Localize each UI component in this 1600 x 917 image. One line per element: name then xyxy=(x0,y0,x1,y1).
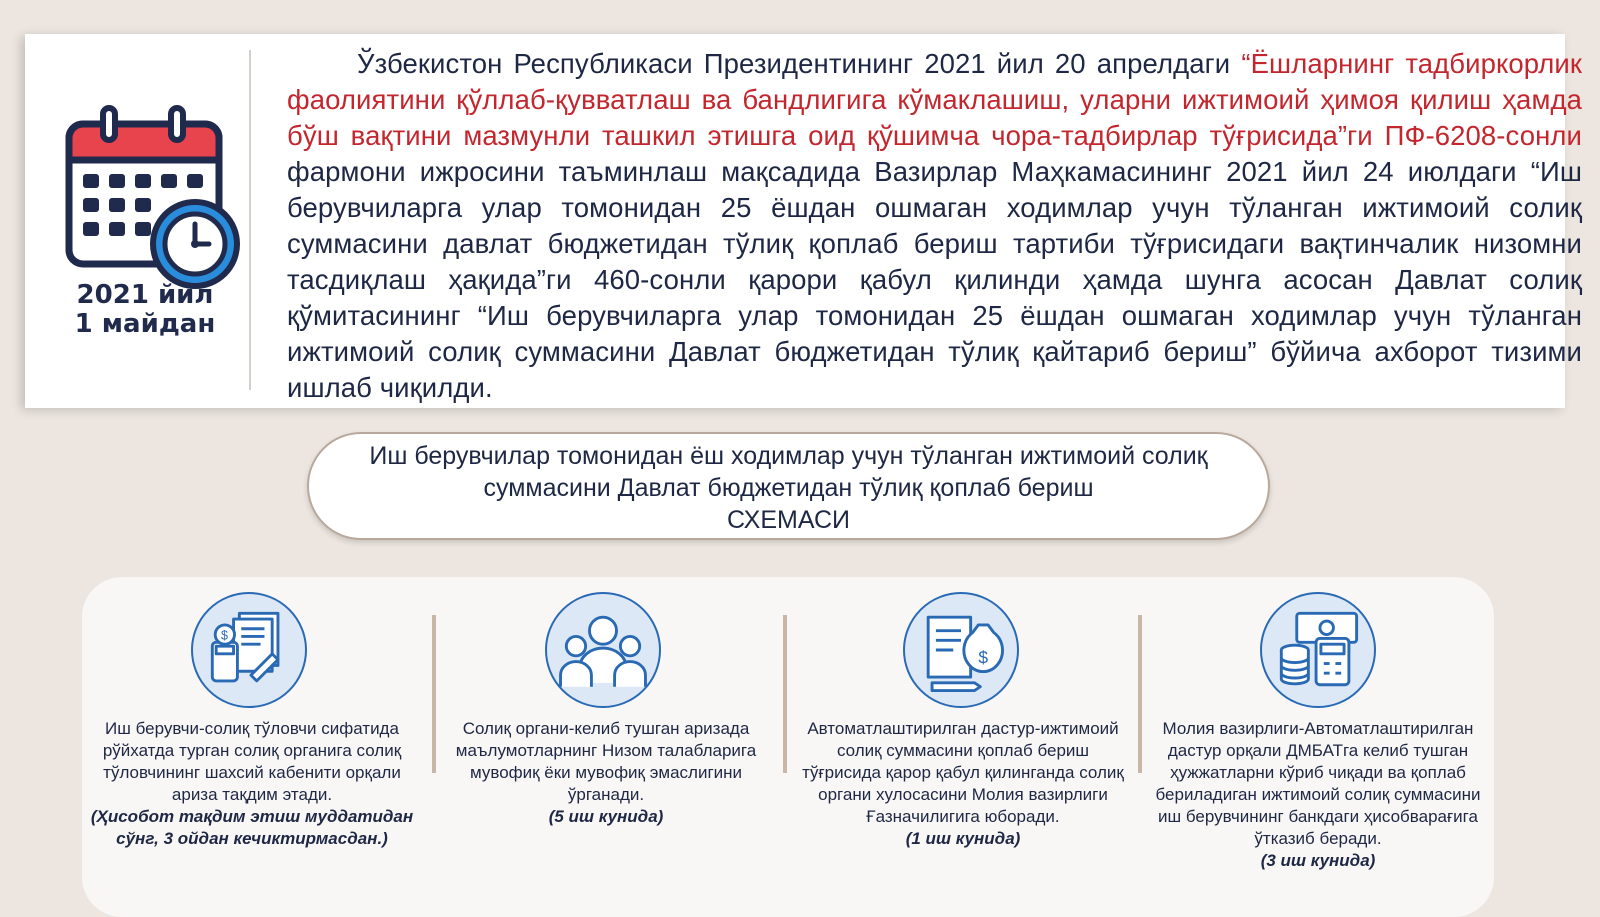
step-3-deadline: (1 иш кунида) xyxy=(905,829,1021,848)
step-separator xyxy=(432,615,436,773)
document-money-bag-icon xyxy=(903,592,1019,708)
step-4-description: Молия вазирлиги-Автоматлаштирилган дастур орқали ДМБАТга келиб тушган ҳужжатларни кўриб чиқади ва қоплаб бериладиган ижтимоий солиқ суммасини иш берувчининг банкдаги ҳисобварағига ўтказиб беради. xyxy=(1155,719,1481,848)
intro-paragraph xyxy=(287,46,1582,406)
step-3-description: Автоматлаштирилган дастур-ижтимоий солиқ суммасини қоплаб бериш тўғрисида қарор қабул қилинганда солиқ органи хулосасини Молия вазирлиги Ғазначилигига юборади. xyxy=(802,719,1124,826)
svg-text:$: $ xyxy=(978,647,989,668)
step-1-text xyxy=(87,718,417,850)
divider xyxy=(249,50,251,390)
step-2-description: Солиқ органи-келиб тушган аризада маълумотларнинг Низом талабларига мувофиқ ёки мувофиқ эмаслигини ўрганади. xyxy=(455,719,757,804)
scheme-title-line2: суммасини Давлат бюджетидан тўлиқ қоплаб бериш xyxy=(483,474,1094,502)
step-1-description: Иш берувчи-солиқ тўловчи сифатида рўйхатда турган солиқ органига солиқ тўловчининг шахсий кабенити орқали ариза тақдим этади. xyxy=(102,719,402,804)
step-4-deadline: (3 иш кунида) xyxy=(1260,851,1376,870)
decree-title: “Ёшларнинг тадбиркорлик фаолиятини қўллаб-қувватлаш ва бандлигига кўмаклашиш, уларни ижтимоий ҳимоя қилиш ҳамда бўш вақтини мазмунли ташкил этишга оид қўшимча чора-тадбирлар тўғрисида”ги ПФ-6208-сонли xyxy=(287,48,1582,151)
info-card xyxy=(25,34,1582,408)
scheme-title-line3: СХЕМАСИ xyxy=(727,506,850,534)
people-group-icon xyxy=(545,592,661,708)
step-separator xyxy=(1138,615,1142,773)
step-1-deadline: (Ҳисобот тақдим этиш муддатидан сўнг, 3 ойдан кечиктирмасдан.) xyxy=(90,807,414,848)
calendar-clock-icon xyxy=(65,104,245,294)
step-4-text xyxy=(1153,718,1483,872)
step-separator xyxy=(783,615,787,773)
coins-calculator-icon xyxy=(1260,592,1376,708)
step-2-deadline: (5 иш кунида) xyxy=(548,807,664,826)
step-2-text xyxy=(441,718,771,828)
scheme-title-line1: Иш берувчилар томонидан ёш ходимлар учун тўланган ижтимоий солиқ xyxy=(369,442,1208,470)
svg-text:$: $ xyxy=(221,628,228,643)
step-3-text xyxy=(798,718,1128,850)
intro-body: фармони ижросини таъминлаш мақсадида Вазирлар Маҳкамасининг 2021 йил 24 июлдаги “Иш берувчиларга улар томонидан 25 ёшдан ошмаган ходимлар учун тўланган ижтимоий солиқ суммасини давлат бюджетидан тўлиқ қоплаб бериш тартиби тўғрисидаги вақтинчалик низомни тасдиқлаш ҳақида”ги 460-сонли қарори қабул қилинди ҳамда шунга асосан Давлат солиқ қўмитасининг “Иш берувчиларга улар томонидан 25 ёшдан ошмаган ходимлар учун тўланган ижтимоий солиқ суммасини Давлат бюджетидан тўлиқ қайтариб бериш” бўйича ахборот тизими ишлаб чиқилди. xyxy=(287,156,1582,403)
date-line-start: 1 майдан xyxy=(74,309,216,339)
documents-calculator-icon xyxy=(191,592,307,708)
scheme-title xyxy=(307,432,1270,540)
date-line-year: 2021 йил xyxy=(76,280,214,310)
effective-date xyxy=(60,281,230,339)
intro-text: Ўзбекистон Республикаси Президентининг 2021 йил 20 апрелдаги xyxy=(357,48,1242,79)
